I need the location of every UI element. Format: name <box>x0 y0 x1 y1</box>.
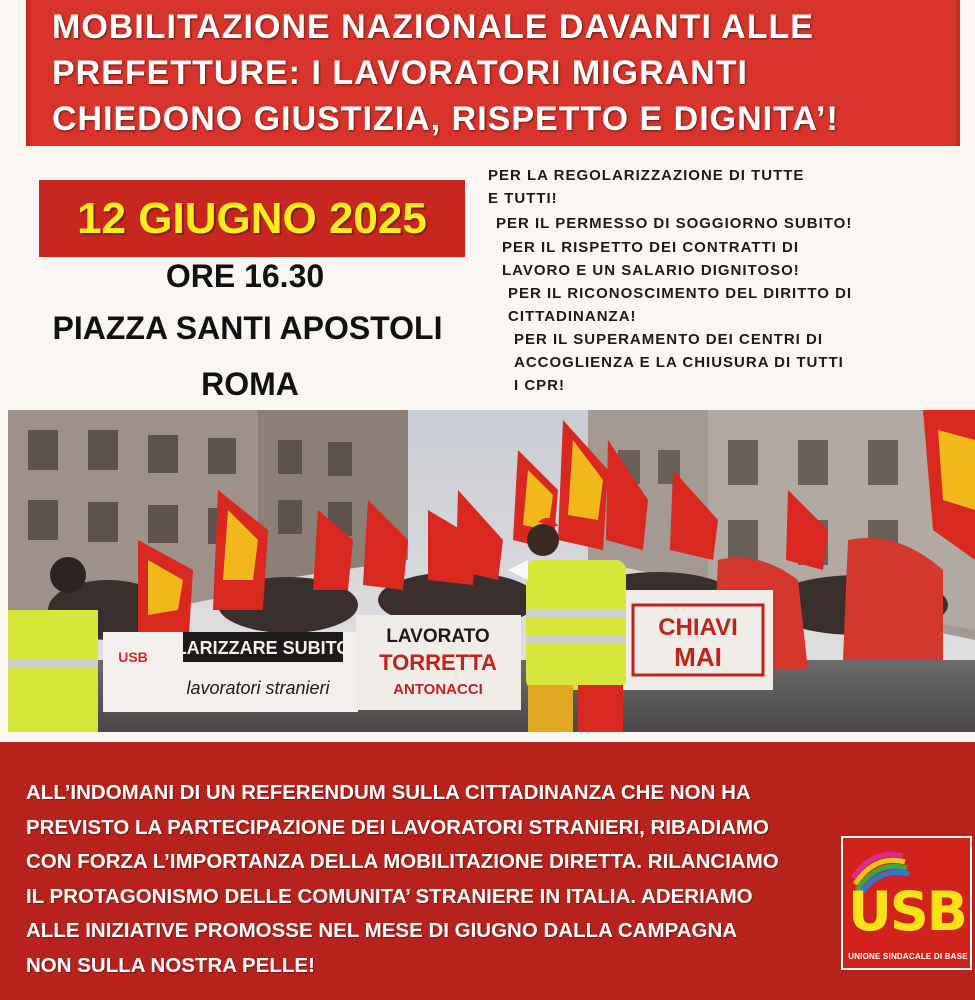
footer-statement: ALL’INDOMANI DI UN REFERENDUM SULLA CITTADINANZA CHE NON HA PREVISTO LA PARTECIPAZIONE DEI LAVORATORI STRANIERI, RIBADIAMO CON FORZA L’IMPORTANZA DELLA MOBILITAZIONE DIRETTA. RILANCIAMO IL PROTAGONISMO DELLE COMUNITA’ STRANIERE IN ITALIA. ADERIAMO ALLE INIZIATIVE PROMOSSE NEL MESE DI GIUGNO DALLA CAMPAGNA NON SULLA NOSTRA PELLE! <box>26 781 779 977</box>
event-place: PIAZZA SANTI APOSTOLI <box>52 310 443 346</box>
protest-photo-illustration <box>8 410 975 732</box>
banner-text: ANTONACCI <box>393 681 483 698</box>
banner-text: lavoratori stranieri <box>186 678 330 698</box>
usb-logo <box>841 836 972 970</box>
demands-list <box>488 164 966 404</box>
demand-item: PER IL SUPERAMENTO DEI CENTRI DI ACCOGLIENZA E LA CHIUSURA DI TUTTI I CPR! <box>514 331 844 394</box>
banner-text: MAI <box>674 642 722 672</box>
demand-item: PER IL PERMESSO DI SOGGIORNO SUBITO! <box>496 215 853 232</box>
banner-text: LARIZZARE SUBITO <box>175 638 351 658</box>
header-banner <box>26 0 960 146</box>
logo-name: USB <box>848 880 966 943</box>
banner-text: LAVORATO <box>386 626 490 647</box>
banner-text: USB <box>118 649 148 665</box>
demand-item: PER IL RICONOSCIMENTO DEL DIRITTO DI CITTADINANZA! <box>508 285 853 325</box>
demand-item: PER LA REGOLARIZZAZIONE DI TUTTE E TUTTI! <box>488 167 805 207</box>
logo-subtitle: UNIONE SINDACALE DI BASE <box>848 952 968 961</box>
event-time: ORE 16.30 <box>165 258 325 294</box>
banner-text: TORRETTA <box>379 650 497 675</box>
date-box <box>39 180 465 257</box>
page-title: MOBILITAZIONE NAZIONALE DAVANTI ALLE PREFETTURE: I LAVORATORI MIGRANTI CHIEDONO GIUSTIZIA, RISPETTO E DIGNITA’! <box>52 8 839 138</box>
event-city: ROMA <box>201 366 299 402</box>
footer-panel <box>0 742 975 1000</box>
banner-text: CHIAVI <box>658 614 738 641</box>
event-date: 12 GIUGNO 2025 <box>77 193 427 243</box>
demand-item: PER IL RISPETTO DEI CONTRATTI DI LAVORO E UN SALARIO DIGNITOSO! <box>502 239 800 279</box>
protest-photo <box>8 410 975 732</box>
